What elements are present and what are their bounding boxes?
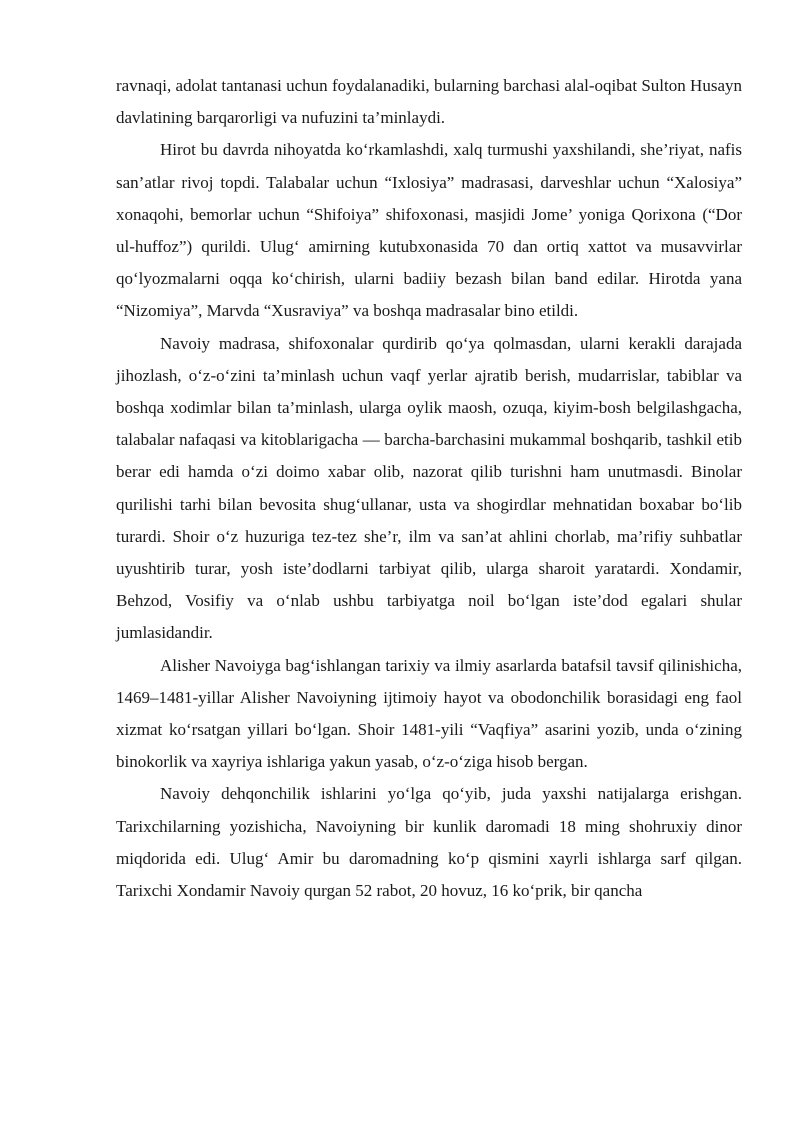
paragraph-5: Navoiy dehqonchilik ishlarini yo‘lga qo‘yib, juda yaxshi natijalarga erishgan. Tarixchilarning yozishicha, Navoiyning bir kunlik daromadi 18 ming shohruxiy dinor miqdorida edi. Ulug‘ Amir bu daromadning ko‘p qismini xayrli ishlarga sarf qilgan. Tarixchi Xondamir Navoiy qurgan 52 rabot, 20 hovuz, 16 ko‘prik, bir qancha: [116, 784, 742, 901]
paragraph-3: Navoiy madrasa, shifoxonalar qurdirib qo‘ya qolmasdan, ularni kerakli darajada jihozlash, o‘z-o‘zini ta’minlash uchun vaqf yerlar ajratib berish, mudarrislar, tabiblar va boshqa xodimlar bilan ta’minlash, ularga oylik maosh, ozuqa, kiyim-bosh belgilashgacha, talabalar nafaqasi va kitoblarigacha — barcha-barchasini mukammal boshqarib, tashkil etib berar edi hamda o‘zi doimo xabar olib, nazorat qilib turishni ham unutmasdi. Binolar qurilishi tarhi bilan bevosita shug‘ullanar, usta va shogirdlar mehnatidan boxabar bo‘lib turardi. Shoir o‘z huzuriga tez-tez she’r, ilm va san’at ahlini chorlab, ma’rifiy suhbatlar uyushtirib turar, yosh iste’dodlarni tarbiyat qilib, ularga sharoit yaratardi. Xondamir, Behzod, Vosifiy va o‘nlab ushbu tarbiyatga noil bo‘lgan iste’dod egalari shular jumlasidandir.: [116, 333, 742, 643]
paragraph-1: ravnaqi, adolat tantanasi uchun foydalanadiki, bularning barchasi alal-oqibat Sulton Husayn davlatining barqarorligi va nufuzini ta’minlaydi.: [116, 76, 742, 128]
paragraph-2: Hirot bu davrda nihoyatda ko‘rkamlashdi, xalq turmushi yaxshilandi, she’riyat, nafis san’atlar rivoj topdi. Talabalar uchun “Ixlosiya” madrasasi, darveshlar uchun “Xalosiya” xonaqohi, bemorlar uchun “Shifoiya” shifoxonasi, masjidi Jome’ yoniga Qorixona (“Dor ul-huffoz”) qurildi. Ulug‘ amirning kutubxonasida 70 dan ortiq xattot va musavvirlar qo‘lyozmalarni oqqa ko‘chirish, ularni badiiy bezash bilan band edilar. Hirotda yana “Nizomiya”, Marvda “Xusraviya” va boshqa madrasalar bino etildi.: [116, 140, 742, 321]
paragraph-4: Alisher Navoiyga bag‘ishlangan tarixiy va ilmiy asarlarda batafsil tavsif qilinishicha, 1469–1481-yillar Alisher Navoiyning ijtimoiy hayot va obodonchilik borasidagi eng faol xizmat ko‘rsatgan yillari bo‘lgan. Shoir 1481-yili “Vaqfiya” asarini yozib, unda o‘zining binokorlik va xayriya ishlariga yakun yasab, o‘z-o‘ziga hisob bergan.: [116, 655, 742, 772]
document-page: [116, 70, 742, 907]
